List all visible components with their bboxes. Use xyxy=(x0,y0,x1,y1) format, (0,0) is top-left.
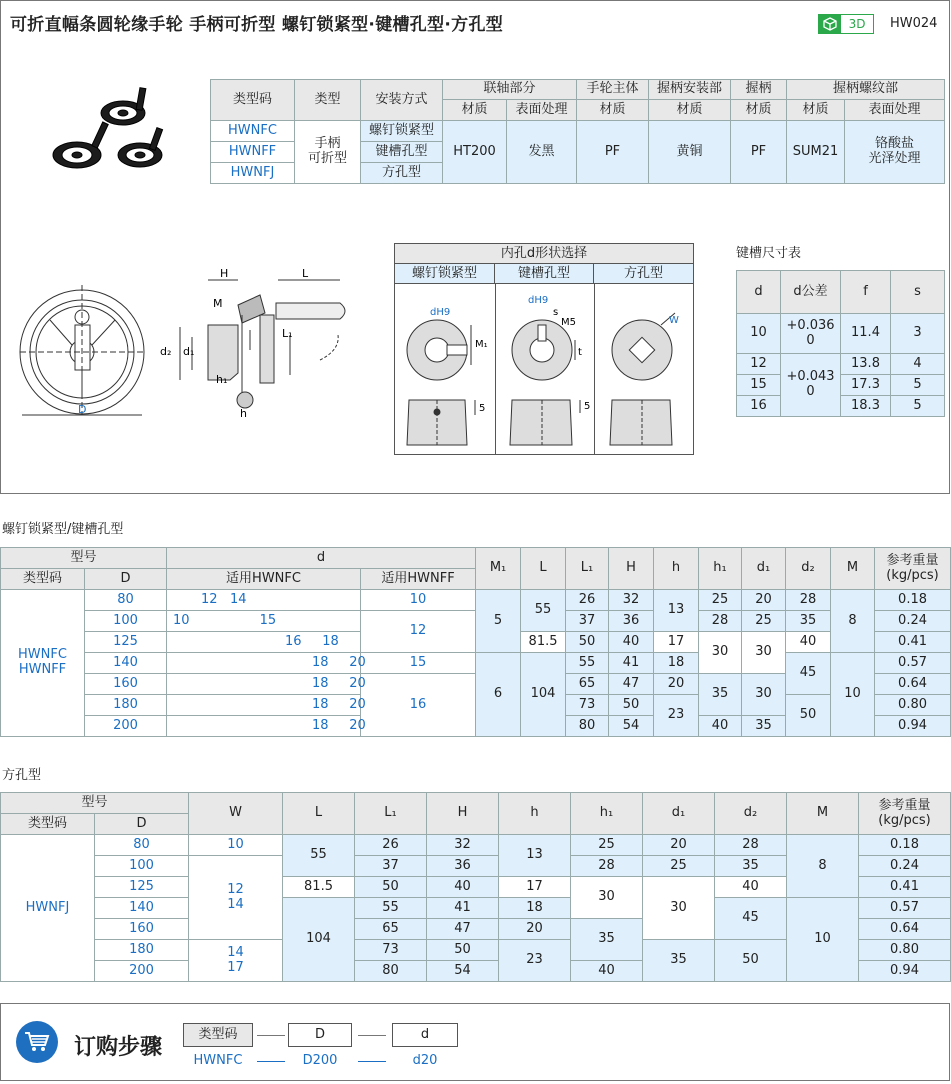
shaft-material: HT200 xyxy=(443,121,507,184)
cell: 5 xyxy=(891,375,945,396)
th-handle-mount: 握柄安装部 xyxy=(649,80,731,100)
cell: 28 xyxy=(715,835,787,856)
cell: 81.5 xyxy=(521,632,566,653)
bore-title: 内孔d形状选择 xyxy=(395,244,693,264)
D-cell[interactable]: 80 xyxy=(85,590,167,611)
th-shaft: 联轴部分 xyxy=(443,80,577,100)
cell: 6 xyxy=(476,653,521,737)
th-h1: h₁ xyxy=(699,548,742,590)
product-code: HW024 xyxy=(890,16,938,31)
th-model: 型号 xyxy=(1,548,167,569)
th-s: s xyxy=(891,271,945,314)
D-cell[interactable]: 100 xyxy=(85,611,167,632)
handwheel-drawing xyxy=(20,265,370,435)
D-cell[interactable]: 140 xyxy=(85,653,167,674)
ff-cell[interactable]: 12 xyxy=(361,611,476,653)
th-d1: d₁ xyxy=(742,548,786,590)
thread-material: SUM21 xyxy=(787,121,845,184)
th-body: 手轮主体 xyxy=(577,80,649,100)
cell: 47 xyxy=(609,674,654,695)
W-cell[interactable]: 10 xyxy=(189,835,283,856)
D-cell[interactable]: 80 xyxy=(95,835,189,856)
cell: 35 xyxy=(742,716,786,737)
order-value-typecode: HWNFC xyxy=(193,1053,243,1068)
label-m1: M₁ xyxy=(475,339,488,350)
cell: 5 xyxy=(891,396,945,417)
W-cell[interactable]: 14 17 xyxy=(189,940,283,982)
th-typecode: 类型码 xyxy=(1,814,95,835)
D-cell[interactable]: 180 xyxy=(95,940,189,961)
th-d: d xyxy=(737,271,781,314)
order-box-D: D xyxy=(288,1023,352,1047)
fc-cell[interactable]: 18 20 xyxy=(167,695,361,716)
cell: 0.80 xyxy=(859,940,951,961)
cell: 40 xyxy=(715,877,787,898)
D-cell[interactable]: 200 xyxy=(85,716,167,737)
cell: 30 xyxy=(742,632,786,674)
cell: 0.18 xyxy=(875,590,951,611)
cell: 3 xyxy=(891,314,945,354)
dim-L: L xyxy=(302,267,309,280)
cell: 0.94 xyxy=(859,961,951,982)
cell: 80 xyxy=(566,716,609,737)
cell: 30 xyxy=(699,632,742,674)
cell: 26 xyxy=(355,835,427,856)
cell: 50 xyxy=(355,877,427,898)
cell: 16 xyxy=(737,396,781,417)
label-w: W xyxy=(669,315,679,326)
th-d2: d₂ xyxy=(715,793,787,835)
cell: 55 xyxy=(521,590,566,632)
grip-material: PF xyxy=(731,121,787,184)
cell: 26 xyxy=(566,590,609,611)
cell: 54 xyxy=(609,716,654,737)
fc-cell[interactable]: 12 14 xyxy=(167,590,361,611)
cell: 28 xyxy=(699,611,742,632)
dim-h1: h₁ xyxy=(216,373,228,386)
order-value-D: D200 xyxy=(302,1053,338,1068)
typecode-cell[interactable]: HWNFJ xyxy=(1,835,95,982)
th-mm: M xyxy=(787,793,859,835)
cell: 37 xyxy=(355,856,427,877)
cell: 5 xyxy=(476,590,521,653)
mount-material: 黄铜 xyxy=(649,121,731,184)
cell: 65 xyxy=(355,919,427,940)
cell: 41 xyxy=(609,653,654,674)
cell: 104 xyxy=(283,898,355,982)
cell: 0.41 xyxy=(875,632,951,653)
cell: 55 xyxy=(283,835,355,877)
th-material: 材质 xyxy=(649,100,731,121)
th-surface: 表面处理 xyxy=(845,100,945,121)
cell: 10 xyxy=(737,314,781,354)
typecode-cell[interactable]: HWNFF xyxy=(211,142,295,163)
ff-cell[interactable]: 15 xyxy=(361,653,476,674)
cell: 40 xyxy=(609,632,654,653)
cell: 20 xyxy=(654,674,699,695)
cell: 45 xyxy=(715,898,787,940)
cell: 50 xyxy=(427,940,499,961)
label-dh9: dH9 xyxy=(528,295,549,306)
order-box-typecode: 类型码 xyxy=(183,1023,253,1047)
fc-cell[interactable]: 16 18 xyxy=(167,632,361,653)
cell: 11.4 xyxy=(841,314,891,354)
th-ff: 适用HWNFF xyxy=(361,569,476,590)
cell: 50 xyxy=(715,940,787,982)
th-weight: 参考重量 (kg/pcs) xyxy=(875,548,951,590)
cell: 28 xyxy=(571,856,643,877)
cell: 35 xyxy=(643,940,715,982)
size-table-square xyxy=(0,792,951,982)
cell: 54 xyxy=(427,961,499,982)
typecode-cell[interactable]: HWNFC HWNFF xyxy=(1,590,85,737)
cell: 0.64 xyxy=(859,919,951,940)
cell: 35 xyxy=(715,856,787,877)
cube-icon xyxy=(819,15,841,33)
bore-type: 方孔型 xyxy=(594,264,693,284)
cell: 20 xyxy=(499,919,571,940)
section-title: 螺钉锁紧型/键槽孔型 xyxy=(2,522,124,537)
product-photo xyxy=(45,80,175,185)
th-mm: M xyxy=(831,548,875,590)
th-material: 材质 xyxy=(577,100,649,121)
fc-cell[interactable]: 18 20 xyxy=(167,653,361,674)
cell: 40 xyxy=(427,877,499,898)
cell: 30 xyxy=(742,674,786,716)
th-material: 材质 xyxy=(731,100,787,121)
cell: 0.57 xyxy=(875,653,951,674)
th-hh: h xyxy=(499,793,571,835)
cell: 13 xyxy=(499,835,571,877)
dim-d1: d₁ xyxy=(183,345,195,358)
cell: 32 xyxy=(427,835,499,856)
cell: 40 xyxy=(786,632,831,653)
th-weight: 参考重量 (kg/pcs) xyxy=(859,793,951,835)
install-cell: 螺钉锁紧型 xyxy=(361,121,443,142)
bore-type: 键槽孔型 xyxy=(495,264,594,284)
th-f: f xyxy=(841,271,891,314)
label-5: 5 xyxy=(584,401,591,412)
install-cell: 键槽孔型 xyxy=(361,142,443,163)
cell: 35 xyxy=(699,674,742,716)
cell: 47 xyxy=(427,919,499,940)
th-material: 材质 xyxy=(787,100,845,121)
cell: 37 xyxy=(566,611,609,632)
cell: 0.64 xyxy=(875,674,951,695)
th-type: 类型 xyxy=(295,80,361,121)
cell: 35 xyxy=(571,919,643,961)
cell: 0.24 xyxy=(875,611,951,632)
th-h: H xyxy=(609,548,654,590)
cell: 12 xyxy=(737,354,781,375)
cell: 36 xyxy=(427,856,499,877)
cell: 55 xyxy=(355,898,427,919)
cell: 45 xyxy=(786,653,831,695)
D-cell[interactable]: 180 xyxy=(85,695,167,716)
th-D: D xyxy=(95,814,189,835)
cell: 40 xyxy=(571,961,643,982)
cell: 73 xyxy=(566,695,609,716)
cell: 73 xyxy=(355,940,427,961)
th-l: L xyxy=(521,548,566,590)
cell: 50 xyxy=(566,632,609,653)
th-material: 材质 xyxy=(443,100,507,121)
ff-cell[interactable]: 16 xyxy=(361,674,476,737)
th-model: 型号 xyxy=(1,793,189,814)
th-w: W xyxy=(189,793,283,835)
page-title: 可折直幅条圆轮缘手轮 手柄可折型 螺钉锁紧型·键槽孔型·方孔型 xyxy=(10,15,504,35)
cell: 23 xyxy=(499,940,571,982)
D-cell[interactable]: 200 xyxy=(95,961,189,982)
D-cell[interactable]: 140 xyxy=(95,898,189,919)
cell: 30 xyxy=(643,877,715,940)
cell: 20 xyxy=(643,835,715,856)
type-cell: 手柄 可折型 xyxy=(295,121,361,184)
cell: 80 xyxy=(355,961,427,982)
section-title: 方孔型 xyxy=(2,768,42,783)
cell: 4 xyxy=(891,354,945,375)
cell: 50 xyxy=(609,695,654,716)
label-t: t xyxy=(578,347,582,358)
dim-L1: L₁ xyxy=(282,327,293,340)
cell: 35 xyxy=(786,611,831,632)
fc-cell[interactable]: 10 15 xyxy=(167,611,361,632)
th-D: D xyxy=(85,569,167,590)
shaft-surface: 发黑 xyxy=(507,121,577,184)
fc-cell[interactable]: 18 20 xyxy=(167,716,361,737)
cell: 28 xyxy=(786,590,831,611)
dim-d2: d₂ xyxy=(160,345,172,358)
3d-label: 3D xyxy=(848,17,866,31)
th-m1: M₁ xyxy=(476,548,521,590)
dim-H: H xyxy=(220,267,229,280)
cell: +0.043 0 xyxy=(781,354,841,417)
cell: 55 xyxy=(566,653,609,674)
th-fc: 适用HWNFC xyxy=(167,569,361,590)
th-typecode: 类型码 xyxy=(211,80,295,121)
D-cell[interactable]: 125 xyxy=(95,877,189,898)
fc-cell[interactable]: 18 20 xyxy=(167,674,361,695)
th-grip: 握柄 xyxy=(731,80,787,100)
cell: 81.5 xyxy=(283,877,355,898)
cell: 15 xyxy=(737,375,781,396)
label-5: 5 xyxy=(479,403,486,414)
bore-type: 螺钉锁紧型 xyxy=(395,264,495,284)
cell: 36 xyxy=(609,611,654,632)
cell: 0.24 xyxy=(859,856,951,877)
cell: 18 xyxy=(499,898,571,919)
cell: 50 xyxy=(786,695,831,737)
cell: 8 xyxy=(787,835,859,898)
label-m5: M5 xyxy=(561,317,576,328)
body-material: PF xyxy=(577,121,649,184)
order-title: 订购步骤 xyxy=(74,1035,163,1060)
ff-cell[interactable]: 10 xyxy=(361,590,476,611)
th-l: L xyxy=(283,793,355,835)
cell: 25 xyxy=(699,590,742,611)
dim-M: M xyxy=(213,297,223,310)
cell: 0.57 xyxy=(859,898,951,919)
cell: 0.18 xyxy=(859,835,951,856)
label-s: s xyxy=(553,307,559,318)
cell: 13 xyxy=(654,590,699,632)
W-cell[interactable]: 12 14 xyxy=(189,856,283,940)
install-cell: 方孔型 xyxy=(361,163,443,184)
keyway-title: 键槽尺寸表 xyxy=(736,246,802,261)
cell: 10 xyxy=(787,898,859,982)
cell: 32 xyxy=(609,590,654,611)
label-dh9: dH9 xyxy=(430,307,451,318)
th-l1: L₁ xyxy=(566,548,609,590)
cell: 25 xyxy=(571,835,643,856)
cell: 41 xyxy=(427,898,499,919)
D-cell[interactable]: 160 xyxy=(95,919,189,940)
th-install: 安装方式 xyxy=(361,80,443,121)
thread-surface: 铬酸盐 光泽处理 xyxy=(845,121,945,184)
th-d-tol: d公差 xyxy=(781,271,841,314)
cell: 20 xyxy=(742,590,786,611)
typecode-cell[interactable]: HWNFJ xyxy=(211,163,295,184)
order-box-d: d xyxy=(392,1023,458,1047)
D-cell[interactable]: 160 xyxy=(85,674,167,695)
cell: +0.036 0 xyxy=(781,314,841,354)
cell: 13.8 xyxy=(841,354,891,375)
th-surface: 表面处理 xyxy=(507,100,577,121)
order-value-d: d20 xyxy=(412,1053,438,1068)
D-cell[interactable]: 125 xyxy=(85,632,167,653)
cell: 65 xyxy=(566,674,609,695)
th-typecode: 类型码 xyxy=(1,569,85,590)
th-h1: h₁ xyxy=(571,793,643,835)
th-thread: 握柄螺纹部 xyxy=(787,80,945,100)
3d-button[interactable] xyxy=(818,14,874,34)
cell: 30 xyxy=(571,877,643,919)
dim-h: h xyxy=(240,407,247,420)
cell: 23 xyxy=(654,695,699,737)
cell: 0.41 xyxy=(859,877,951,898)
cell: 0.80 xyxy=(875,695,951,716)
cell: 40 xyxy=(699,716,742,737)
cell: 17.3 xyxy=(841,375,891,396)
th-d: d xyxy=(167,548,476,569)
cell: 104 xyxy=(521,653,566,737)
cart-icon xyxy=(16,1021,58,1063)
th-l1: L₁ xyxy=(355,793,427,835)
cell: 0.94 xyxy=(875,716,951,737)
typecode-cell[interactable]: HWNFC xyxy=(211,121,295,142)
th-d2: d₂ xyxy=(786,548,831,590)
cell: 17 xyxy=(499,877,571,898)
size-table-screw-keyway xyxy=(0,547,951,737)
cell: 18.3 xyxy=(841,396,891,417)
th-d1: d₁ xyxy=(643,793,715,835)
cell: 25 xyxy=(643,856,715,877)
cell: 18 xyxy=(654,653,699,674)
cell: 25 xyxy=(742,611,786,632)
D-cell[interactable]: 100 xyxy=(95,856,189,877)
cell: 17 xyxy=(654,632,699,653)
cell: 10 xyxy=(831,653,875,737)
th-hh: h xyxy=(654,548,699,590)
spec-table xyxy=(210,79,945,184)
cell: 8 xyxy=(831,590,875,653)
dim-D: D xyxy=(78,403,87,416)
bore-shapes xyxy=(395,285,693,453)
keyway-table xyxy=(736,270,945,417)
th-h: H xyxy=(427,793,499,835)
